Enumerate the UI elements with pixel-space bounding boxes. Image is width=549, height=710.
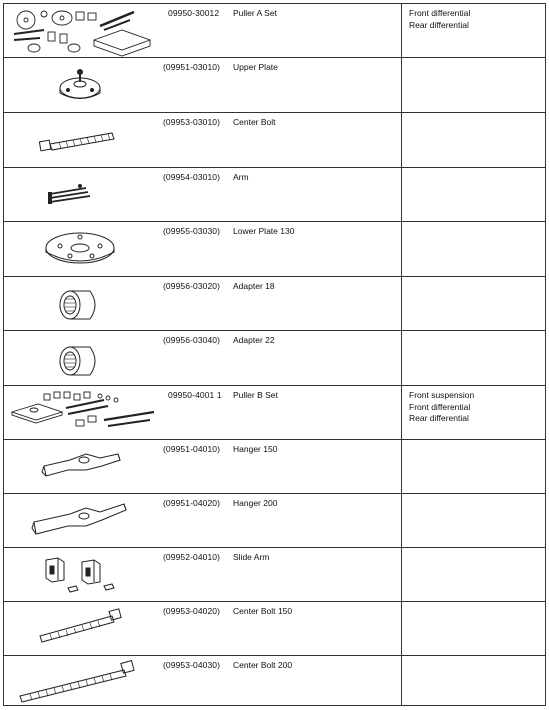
description-cell [160, 222, 401, 276]
illustration-cell [4, 277, 160, 330]
part-name: Center Bolt 150 [233, 606, 293, 616]
hanger-icon [4, 440, 160, 494]
part-number: (09953-04030) [163, 660, 221, 670]
notes-cell [401, 277, 545, 330]
adapter-icon [4, 331, 160, 386]
illustration-cell [4, 331, 160, 385]
table-row [4, 386, 545, 440]
hanger-icon [4, 494, 160, 548]
notes-cell [401, 4, 545, 57]
illustration-cell [4, 168, 160, 221]
note-line: Rear differential [409, 413, 469, 423]
description-cell [160, 494, 401, 547]
notes-cell [401, 113, 545, 167]
description-cell [160, 656, 401, 705]
part-name: Adapter 18 [233, 281, 275, 291]
part-number: (09953-04020) [163, 606, 221, 616]
illustration-cell [4, 4, 160, 57]
description-cell [160, 4, 401, 57]
center-bolt-icon [4, 656, 160, 705]
part-number: (09952-04010) [163, 552, 221, 562]
note-line: Rear differential [409, 19, 469, 30]
description-cell [160, 58, 401, 112]
center-bolt-icon [4, 602, 160, 656]
table-row [4, 331, 545, 386]
upper-plate-icon [4, 58, 160, 113]
illustration-cell [4, 602, 160, 655]
lower-plate-icon [4, 222, 160, 277]
part-number: (09951-03010) [163, 62, 221, 72]
description-cell [160, 113, 401, 167]
part-name: Center Bolt 200 [233, 660, 293, 670]
illustration-cell [4, 58, 160, 112]
arm-icon [4, 168, 160, 222]
part-name: Upper Plate [233, 62, 278, 72]
table-row [4, 58, 545, 113]
illustration-cell [4, 222, 160, 276]
notes-cell [401, 494, 545, 547]
puller-a-set-icon [4, 4, 160, 58]
description-cell [160, 548, 401, 601]
illustration-cell [4, 656, 160, 705]
center-bolt-icon [4, 113, 160, 168]
part-number: (09951-04020) [163, 498, 221, 508]
part-name: Lower Plate 130 [233, 226, 295, 236]
part-number: (09954-03010) [163, 172, 221, 182]
slide-arm-icon [4, 548, 160, 602]
part-number: (09956-03040) [163, 335, 221, 345]
table-row [4, 113, 545, 168]
illustration-cell [4, 548, 160, 601]
notes-cell [401, 602, 545, 655]
notes-cell [401, 386, 545, 439]
notes-cell [401, 222, 545, 276]
table-row [4, 4, 545, 58]
notes-cell [401, 548, 545, 601]
part-name: Hanger 150 [233, 444, 278, 454]
adapter-icon [4, 277, 160, 331]
notes-cell [401, 656, 545, 705]
table-row [4, 168, 545, 222]
description-cell [160, 386, 401, 439]
notes-cell [401, 168, 545, 221]
part-name: Puller B Set [233, 390, 278, 400]
part-name: Hanger 200 [233, 498, 278, 508]
notes-cell [401, 331, 545, 385]
puller-b-set-icon [4, 386, 160, 440]
description-cell [160, 168, 401, 221]
table-row [4, 222, 545, 277]
illustration-cell [4, 113, 160, 167]
part-name: Adapter 22 [233, 335, 275, 345]
description-cell [160, 602, 401, 655]
part-name: Arm [233, 172, 249, 182]
table-row [4, 277, 545, 331]
note-line: Front differential [409, 8, 471, 18]
illustration-cell [4, 494, 160, 547]
description-cell [160, 440, 401, 493]
note-line: Front differential [409, 401, 471, 412]
table-row [4, 656, 545, 705]
table-row [4, 602, 545, 656]
tool-table [3, 3, 546, 706]
notes-cell [401, 440, 545, 493]
description-cell [160, 277, 401, 330]
part-name: Puller A Set [233, 8, 277, 18]
part-number: (09951-04010) [163, 444, 221, 454]
illustration-cell [4, 386, 160, 439]
note-line: Front suspension [409, 390, 475, 400]
table-row [4, 440, 545, 494]
table-row [4, 494, 545, 548]
part-number: (09956-03020) [163, 281, 221, 291]
part-name: Slide Arm [233, 552, 270, 562]
part-number: (09953-03010) [163, 117, 221, 127]
table-row [4, 548, 545, 602]
notes-cell [401, 58, 545, 112]
part-name: Center Bolt [233, 117, 276, 127]
description-cell [160, 331, 401, 385]
part-number: 09950-4001 1 [168, 390, 222, 400]
illustration-cell [4, 440, 160, 493]
part-number: (09955-03030) [163, 226, 221, 236]
part-number: 09950-30012 [168, 8, 220, 18]
